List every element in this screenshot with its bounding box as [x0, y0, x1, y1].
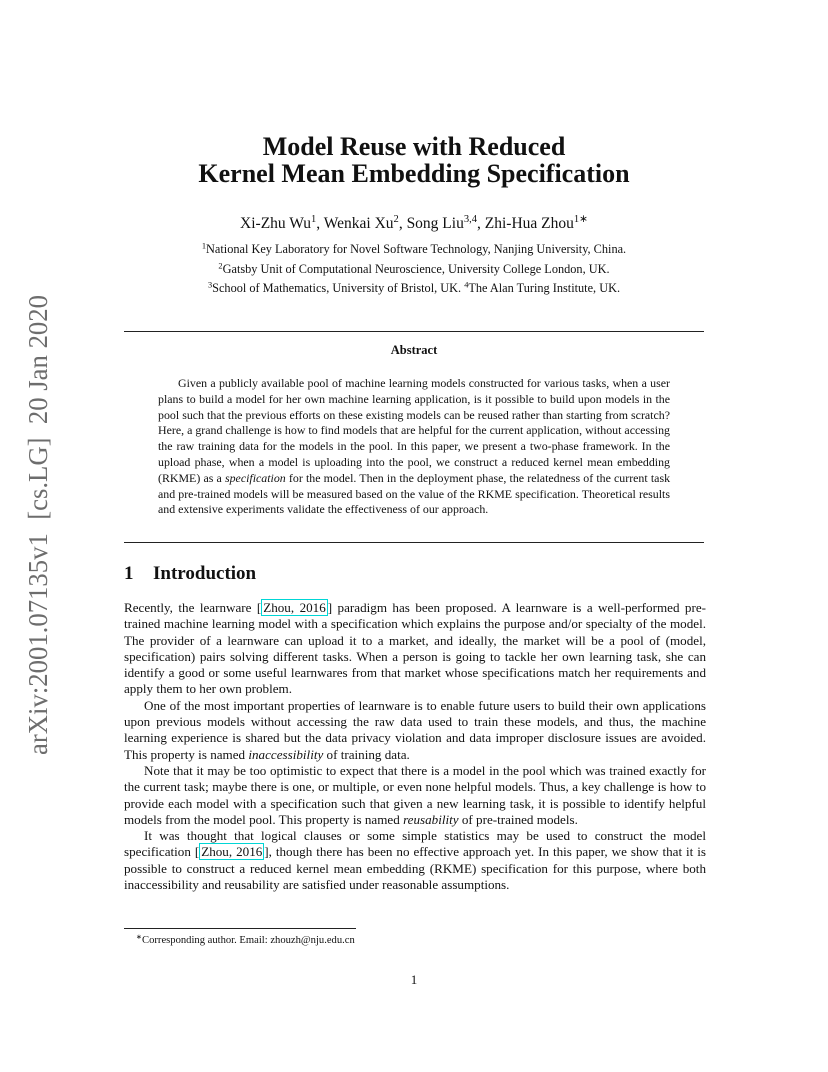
paragraph-4: [124, 828, 706, 893]
paragraph-text: It was thought that logical clauses or some simple statistics may be used to construct the model specification [: [124, 828, 706, 860]
footnote-mark: ∗: [136, 933, 143, 942]
citation-separator: ,: [228, 844, 237, 860]
citation-author: Zhou: [201, 844, 229, 860]
abstract-emphasis: specification: [224, 470, 286, 485]
footnote: [124, 934, 355, 947]
paragraph-text: One of the most important properties of learnware is to enable future users to build their own applications upon previous models without accessing the raw data used to train these models, and thus, the machine learning experience is shared but the data privacy violation and data improper disclosure issues are avoided. This property is named: [124, 697, 706, 762]
author-affiliation-mark: 2: [393, 214, 399, 226]
section-title: Introduction: [153, 563, 257, 584]
section-heading: [124, 563, 256, 585]
citation-separator: ,: [290, 600, 300, 615]
citation-year: 2016: [236, 844, 263, 860]
abstract-top-rule: [124, 331, 704, 332]
author-affiliation-mark: 3,4: [463, 214, 478, 226]
abstract-bottom-rule: [124, 542, 704, 543]
section-number: 1: [124, 563, 134, 584]
arxiv-identifier-stamp: [20, 290, 56, 760]
paragraph-3: [124, 763, 706, 828]
emphasis-text: inaccessibility: [248, 746, 324, 762]
paragraph-text: of training data.: [323, 746, 410, 762]
citation-year: 2016: [299, 600, 326, 615]
affiliation-text: The Alan Turing Institute, UK.: [468, 281, 621, 295]
affiliation-mark: 2: [218, 261, 223, 271]
paragraph-1: [124, 600, 706, 698]
affiliation-text: School of Mathematics, University of Bristol, UK.: [212, 281, 465, 295]
citation-author: Zhou: [263, 600, 291, 615]
emphasis-text: reusability: [403, 811, 459, 827]
author-name: Song Liu: [406, 215, 464, 232]
affiliation-text: National Key Laboratory for Novel Software Technology, Nanjing University, China.: [206, 242, 627, 256]
title-line-2: Kernel Mean Embedding Specification: [198, 159, 630, 188]
arxiv-stamp-svg: [20, 290, 56, 760]
paragraph-text: ], though there has been no effective approach yet. In this paper, we show that it is possible to construct a reduced kernel mean embedding (RKME) specification for this purpose, where both inaccessibility and reusability are satisfied under reasonable assumptions.: [124, 844, 707, 893]
footnote-rule: [124, 928, 356, 929]
abstract-text-part: for the model. Then in the deployment phase, the relatedness of the current task and pre-trained models will be measured based on the value of the RKME specification. Theoretical results and extensive experiments validate the effectiveness of our approach.: [158, 470, 671, 517]
abstract-text-part: Given a publicly available pool of machine learning models constructed for various tasks, when a user plans to build a model for her own machine learning application, is it possible to build upon models in the pool such that the previous efforts on these existing models can be reused rather than starting from scratch? Here, a grand challenge is how to find models that are helpful for the current application, without accessing the raw training data for the models in the pool. In this paper, we present a two-phase framework. In the upload phase, when a model is uploading into the pool, we construct a reduced kernel mean embedding (RKME) as a: [158, 376, 670, 485]
citation-link[interactable]: [199, 843, 264, 860]
author-list: Xi-Zhu Wu$^1$, Wenkai Xu$^2$, Song Liu$^{3,4}$, Zhi-Hua Zhou$^{1∗}$: [240, 214, 588, 232]
page-number: 1: [410, 972, 418, 987]
paper-title: [120, 133, 708, 187]
title-line-1: Model Reuse with Reduced: [262, 132, 566, 161]
paragraph-2: [124, 698, 706, 763]
abstract-text: [158, 376, 670, 518]
affiliation-mark: 4: [464, 280, 469, 290]
paragraph-text: Note that it may be too optimistic to expect that there is a model in the pool which was trained exactly for the current task; maybe there is one, or multiple, or even none helpful models. Thus, a key challenge is how to provide each model with a specification such that given a new learning task, it is possible to identify helpful models from the model pool. This property is named: [124, 762, 706, 827]
affiliation-text: Gatsby Unit of Computational Neuroscience, University College London, UK.: [222, 262, 610, 276]
paragraph-text: Recently, the learnware [: [124, 600, 262, 615]
paragraph-text: of pre-trained models.: [458, 811, 578, 827]
body-text: [124, 600, 706, 893]
affiliation-3-4: [120, 280, 708, 296]
footnote-text: Corresponding author. Email: zhouzh@nju.edu.cn: [142, 935, 355, 946]
affiliation-2: [120, 261, 708, 277]
paragraph-text: ] paradigm has been proposed. A learnware is a well-performed pre-trained machine learning model with a specification which explains the purpose and/or specialty of the model. The provider of a learnware can upload it to a market, and ideally, the market will be a pool of (model, specification) pairs solving different tasks. When a person is going to tackle her own learning task, she can identify a good or some useful learnwares from that market whose specifications match her requirements and apply them to her own problem.: [124, 600, 707, 697]
abstract-heading: Abstract: [390, 343, 438, 357]
affiliation-mark: 1: [201, 241, 207, 251]
author-name: Wenkai Xu: [323, 215, 394, 232]
affiliation-mark: 3: [207, 280, 213, 290]
author-name: Xi-Zhu Wu: [240, 215, 312, 232]
affiliation-1: [120, 241, 708, 257]
citation-link[interactable]: [261, 599, 328, 616]
arxiv-id-text: arXiv:2001.07135v1 [cs.LG] 20 Jan 2020: [23, 290, 53, 755]
author-name: Zhi-Hua Zhou: [484, 215, 574, 232]
author-affiliation-mark: 1∗: [573, 214, 588, 226]
author-affiliation-mark: 1: [311, 214, 317, 226]
